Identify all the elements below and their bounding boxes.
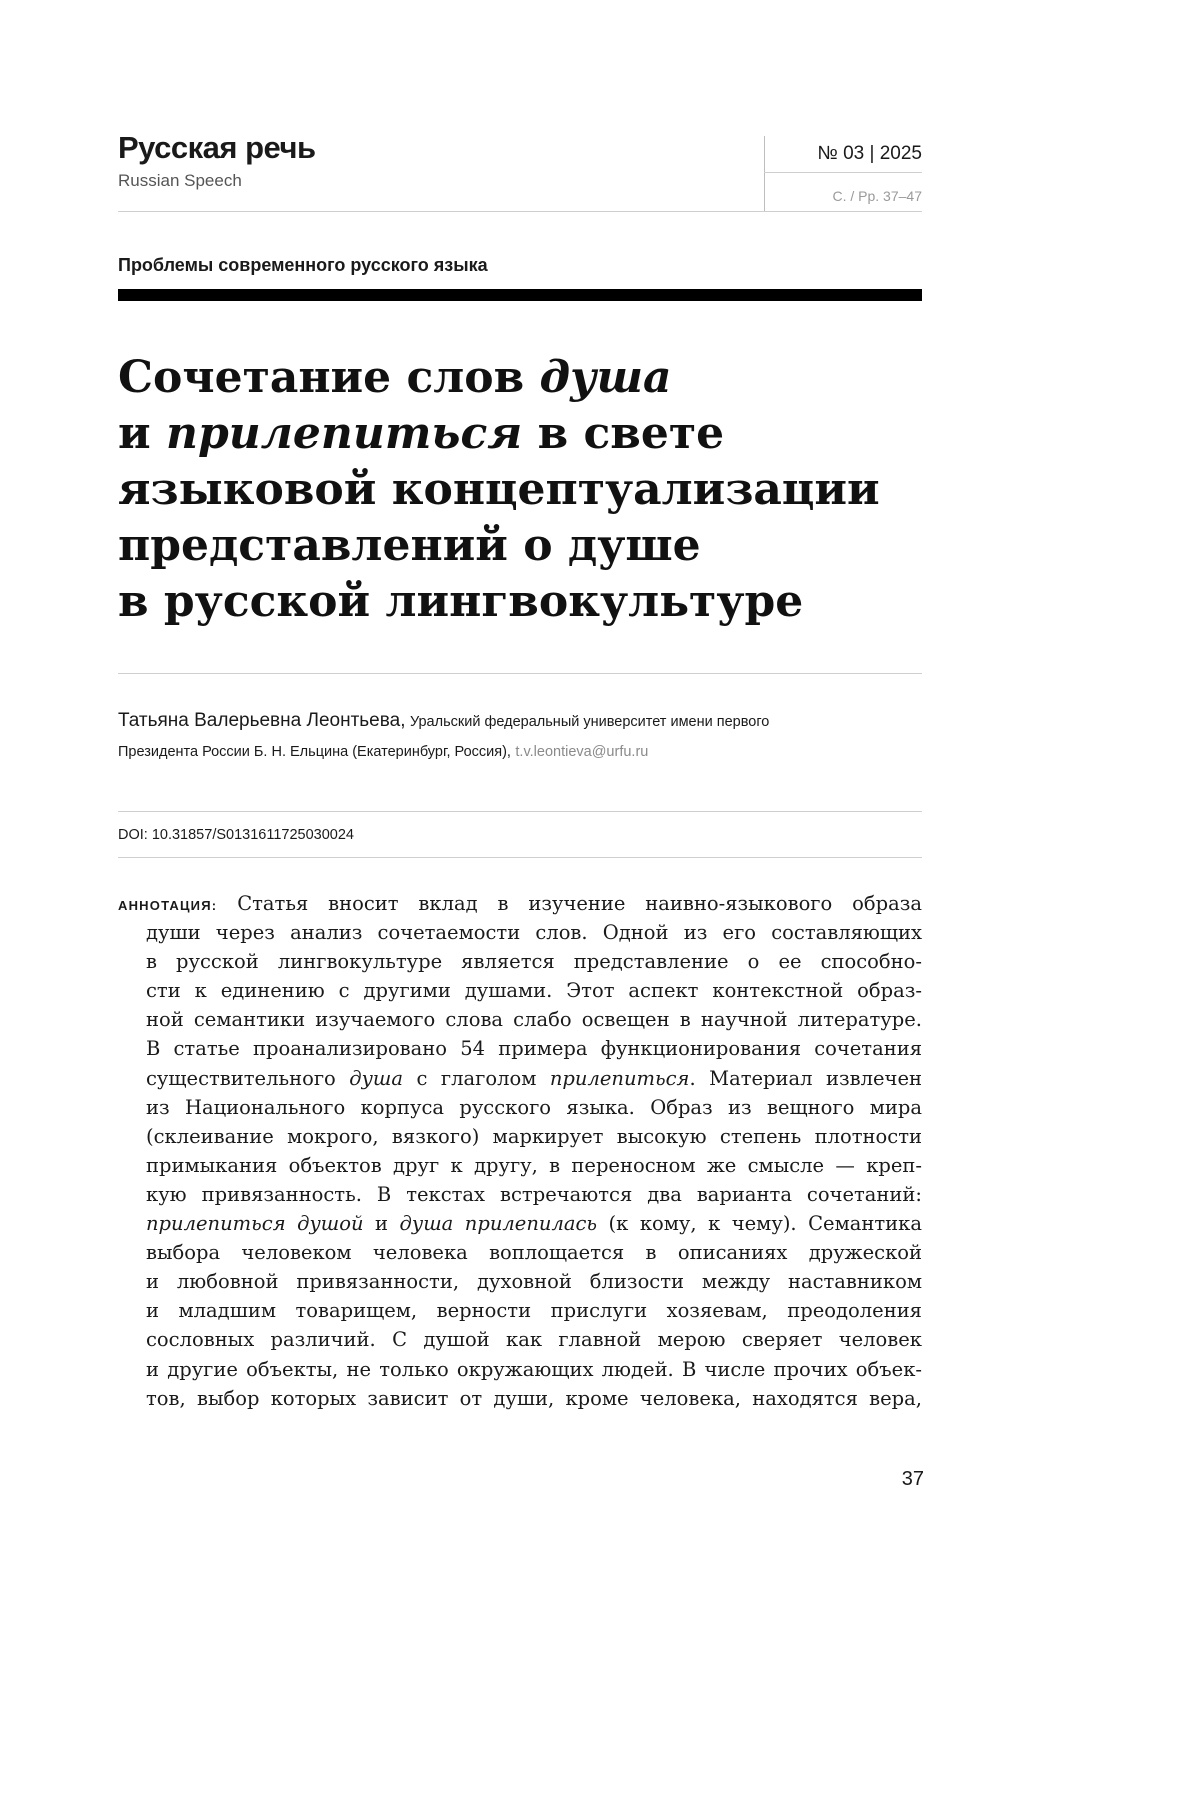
abstract-line: АННОТАЦИЯ: Статья вносит вклад в изучение наивно-языкового образа bbox=[118, 892, 922, 915]
doi-rule bbox=[118, 811, 922, 812]
title-line: Сочетание слов душа bbox=[118, 352, 672, 403]
title-line: и прилепиться в свете bbox=[118, 408, 725, 459]
abstract-line: из Национального корпуса русского языка. Образ из вещного мира bbox=[146, 1095, 922, 1119]
abstract-line: прилепиться душой и душа прилепилась (к кому, к чему). Семантика bbox=[146, 1212, 922, 1236]
issue-divider bbox=[764, 172, 922, 173]
abstract-line: кую привязанность. В текстах встречаются два варианта сочетаний: bbox=[146, 1182, 922, 1206]
abstract-line: выбора человеком человека воплощается в описаниях дружеской bbox=[146, 1241, 922, 1265]
abstract-line: души через анализ сочетаемости слов. Одной из его составляющих bbox=[146, 921, 922, 945]
abstract-line: сословных различий. С душой как главной мерою сверяет человек bbox=[146, 1328, 922, 1352]
abstract-line: сти к единению с другими душами. Этот аспект контекстной образ- bbox=[146, 979, 922, 1003]
abstract bbox=[118, 889, 922, 1413]
author-email[interactable]: t.v.leontieva@urfu.ru bbox=[515, 744, 649, 760]
author-affiliation: Уральский федеральный университет имени первого bbox=[409, 714, 770, 730]
abstract-line: существительного душа с глаголом прилепиться. Материал извлечен bbox=[146, 1066, 922, 1090]
issue-number: № 03 | 2025 bbox=[817, 143, 922, 164]
abstract-line: и другие объекты, не только окружающих людей. В числе прочих объек- bbox=[146, 1357, 922, 1381]
title-line: в русской лингвокультуре bbox=[118, 576, 804, 627]
abstract-line: и любовной привязанности, духовной близости между наставником bbox=[146, 1270, 922, 1294]
abstract-line: ной семантики изучаемого слова слабо освещен в научной литературе. bbox=[146, 1008, 922, 1032]
header-rule bbox=[118, 211, 922, 212]
doi[interactable]: DOI: 10.31857/S0131611725030024 bbox=[118, 827, 354, 843]
title-line: представлений о душе bbox=[118, 520, 701, 571]
page-number: 37 bbox=[901, 1468, 924, 1490]
title-rule bbox=[118, 673, 922, 674]
abstract-line: и младшим товарищем, верности прислуги хозяевам, преодоления bbox=[146, 1299, 922, 1323]
abstract-line: (склеивание мокрого, вязкого) маркирует высокую степень плотности bbox=[146, 1124, 922, 1148]
journal-subtitle: Russian Speech bbox=[118, 171, 242, 190]
page-range: С. / Pp. 37–47 bbox=[832, 188, 922, 204]
doi-rule bbox=[118, 857, 922, 858]
abstract-line: тов, выбор которых зависит от души, кроме человека, находятся вера, bbox=[146, 1386, 922, 1410]
article-title bbox=[118, 350, 898, 630]
journal-title: Русская речь bbox=[118, 130, 316, 165]
section-heading: Проблемы современного русского языка bbox=[118, 255, 488, 275]
abstract-line: В статье проанализировано 54 примера функционирования сочетания bbox=[146, 1037, 922, 1061]
abstract-line: в русской лингвокультуре является представление о ее способно- bbox=[146, 950, 922, 974]
section-bar bbox=[118, 289, 922, 301]
abstract-label: АННОТАЦИЯ: bbox=[118, 898, 218, 913]
title-line: языковой концептуализации bbox=[118, 464, 880, 515]
author-affiliation: Президента России Б. Н. Ельцина (Екатеринбург, Россия), bbox=[118, 744, 511, 760]
abstract-line: примыкания объектов друг к другу, в переносном же смысле — креп- bbox=[146, 1153, 922, 1177]
author-block bbox=[118, 706, 922, 767]
author-name: Татьяна Валерьевна Леонтьева, bbox=[118, 710, 406, 731]
header-divider bbox=[764, 136, 765, 212]
